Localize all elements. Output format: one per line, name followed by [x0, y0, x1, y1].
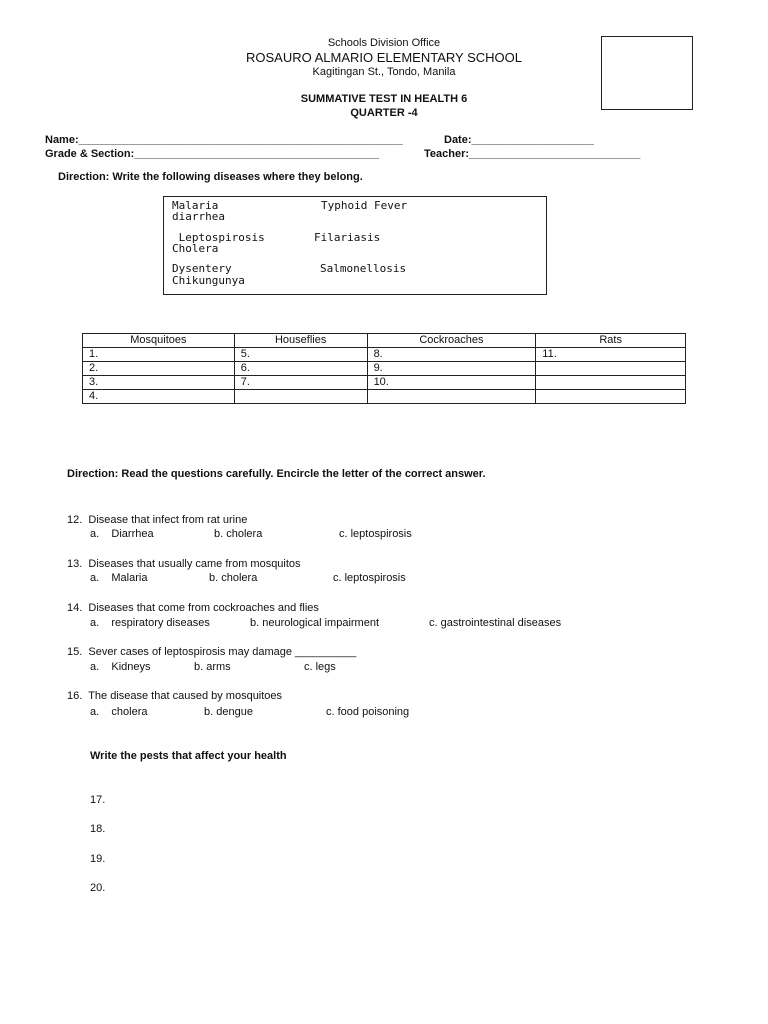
q12-option-c[interactable]: c. leptospirosis: [339, 528, 412, 540]
q14-option-b[interactable]: b. neurological impairment: [250, 617, 380, 629]
table-cell[interactable]: 1.: [83, 348, 235, 362]
quarter-label: QUARTER -4: [350, 107, 418, 119]
office-name: Schools Division Office: [327, 37, 441, 49]
answer-20[interactable]: 20.: [90, 882, 106, 894]
question-14: 14. Diseases that come from cockroaches and flies: [67, 602, 319, 614]
table-row: [83, 362, 686, 376]
question-15: 15. Sever cases of leptospirosis may damage __________: [67, 646, 357, 658]
question-13: 13. Diseases that usually came from mosquitos: [67, 558, 301, 570]
disease-chikungunya: Chikungunya: [172, 274, 245, 287]
q13-option-b[interactable]: b. cholera: [209, 572, 258, 584]
teacher-field[interactable]: Teacher:____________________________: [424, 148, 641, 160]
test-title: SUMMATIVE TEST IN HEALTH 6: [300, 93, 468, 105]
table-cell[interactable]: [367, 390, 536, 404]
header-rats: Rats: [536, 334, 686, 348]
direction-2: Direction: Read the questions carefully. Encircle the letter of the correct answer.: [67, 468, 486, 480]
grade-section-field[interactable]: Grade & Section:________________________________________: [45, 148, 379, 160]
answer-19[interactable]: 19.: [90, 853, 106, 865]
pests-heading: Write the pests that affect your health: [90, 750, 287, 762]
table-cell[interactable]: [234, 390, 367, 404]
photo-box: [601, 36, 693, 110]
date-field[interactable]: Date:____________________: [444, 134, 594, 146]
table-row: [83, 390, 686, 404]
table-cell[interactable]: 4.: [83, 390, 235, 404]
disease-typhoid: Typhoid Fever: [321, 199, 408, 212]
q16-option-c[interactable]: c. food poisoning: [326, 706, 410, 718]
table-cell[interactable]: 6.: [234, 362, 367, 376]
disease-cholera: Cholera: [172, 242, 219, 255]
table-row: [83, 376, 686, 390]
disease-diarrhea: diarrhea: [172, 210, 225, 223]
table-cell[interactable]: 2.: [83, 362, 235, 376]
table-cell[interactable]: 11.: [536, 348, 686, 362]
q16-option-a[interactable]: a. cholera: [90, 706, 148, 718]
question-12: 12. Disease that infect from rat urine: [67, 514, 248, 526]
answer-17[interactable]: 17.: [90, 794, 106, 806]
name-field[interactable]: Name:_____________________________________________________: [45, 134, 403, 146]
table-cell[interactable]: 9.: [367, 362, 536, 376]
header-houseflies: Houseflies: [234, 334, 367, 348]
table-row: [83, 348, 686, 362]
table-cell[interactable]: 3.: [83, 376, 235, 390]
q12-option-b[interactable]: b. cholera: [214, 528, 263, 540]
q14-option-c[interactable]: c. gastrointestinal diseases: [429, 617, 562, 629]
table-cell[interactable]: 10.: [367, 376, 536, 390]
header-mosquitoes: Mosquitoes: [83, 334, 235, 348]
answer-18[interactable]: 18.: [90, 823, 106, 835]
table-cell[interactable]: [536, 376, 686, 390]
disease-malaria: Malaria: [172, 199, 219, 212]
table-cell[interactable]: [536, 390, 686, 404]
q12-option-a[interactable]: a. Diarrhea: [90, 528, 154, 540]
q15-option-c[interactable]: c. legs: [304, 661, 336, 673]
table-header-row: [83, 334, 686, 348]
school-name: ROSAURO ALMARIO ELEMENTARY SCHOOL: [246, 50, 522, 65]
table-cell[interactable]: 8.: [367, 348, 536, 362]
q13-option-a[interactable]: a. Malaria: [90, 572, 148, 584]
question-16: 16. The disease that caused by mosquitoes: [67, 690, 283, 702]
school-address: Kagitingan St., Tondo, Manila: [312, 66, 456, 78]
table-cell[interactable]: 7.: [234, 376, 367, 390]
q13-option-c[interactable]: c. leptospirosis: [333, 572, 406, 584]
table-cell[interactable]: 5.: [234, 348, 367, 362]
q15-option-a[interactable]: a. Kidneys: [90, 661, 151, 673]
disease-leptospirosis: Leptospirosis: [172, 231, 265, 244]
pest-table: [82, 333, 686, 404]
disease-dysentery: Dysentery: [172, 262, 232, 275]
disease-filariasis: Filariasis: [314, 231, 381, 244]
disease-salmonellosis: Salmonellosis: [320, 262, 407, 275]
table-cell[interactable]: [536, 362, 686, 376]
q14-option-a[interactable]: a. respiratory diseases: [90, 617, 210, 629]
q15-option-b[interactable]: b. arms: [194, 661, 231, 673]
header-cockroaches: Cockroaches: [367, 334, 536, 348]
direction-1: Direction: Write the following diseases where they belong.: [58, 171, 363, 183]
q16-option-b[interactable]: b. dengue: [204, 706, 253, 718]
